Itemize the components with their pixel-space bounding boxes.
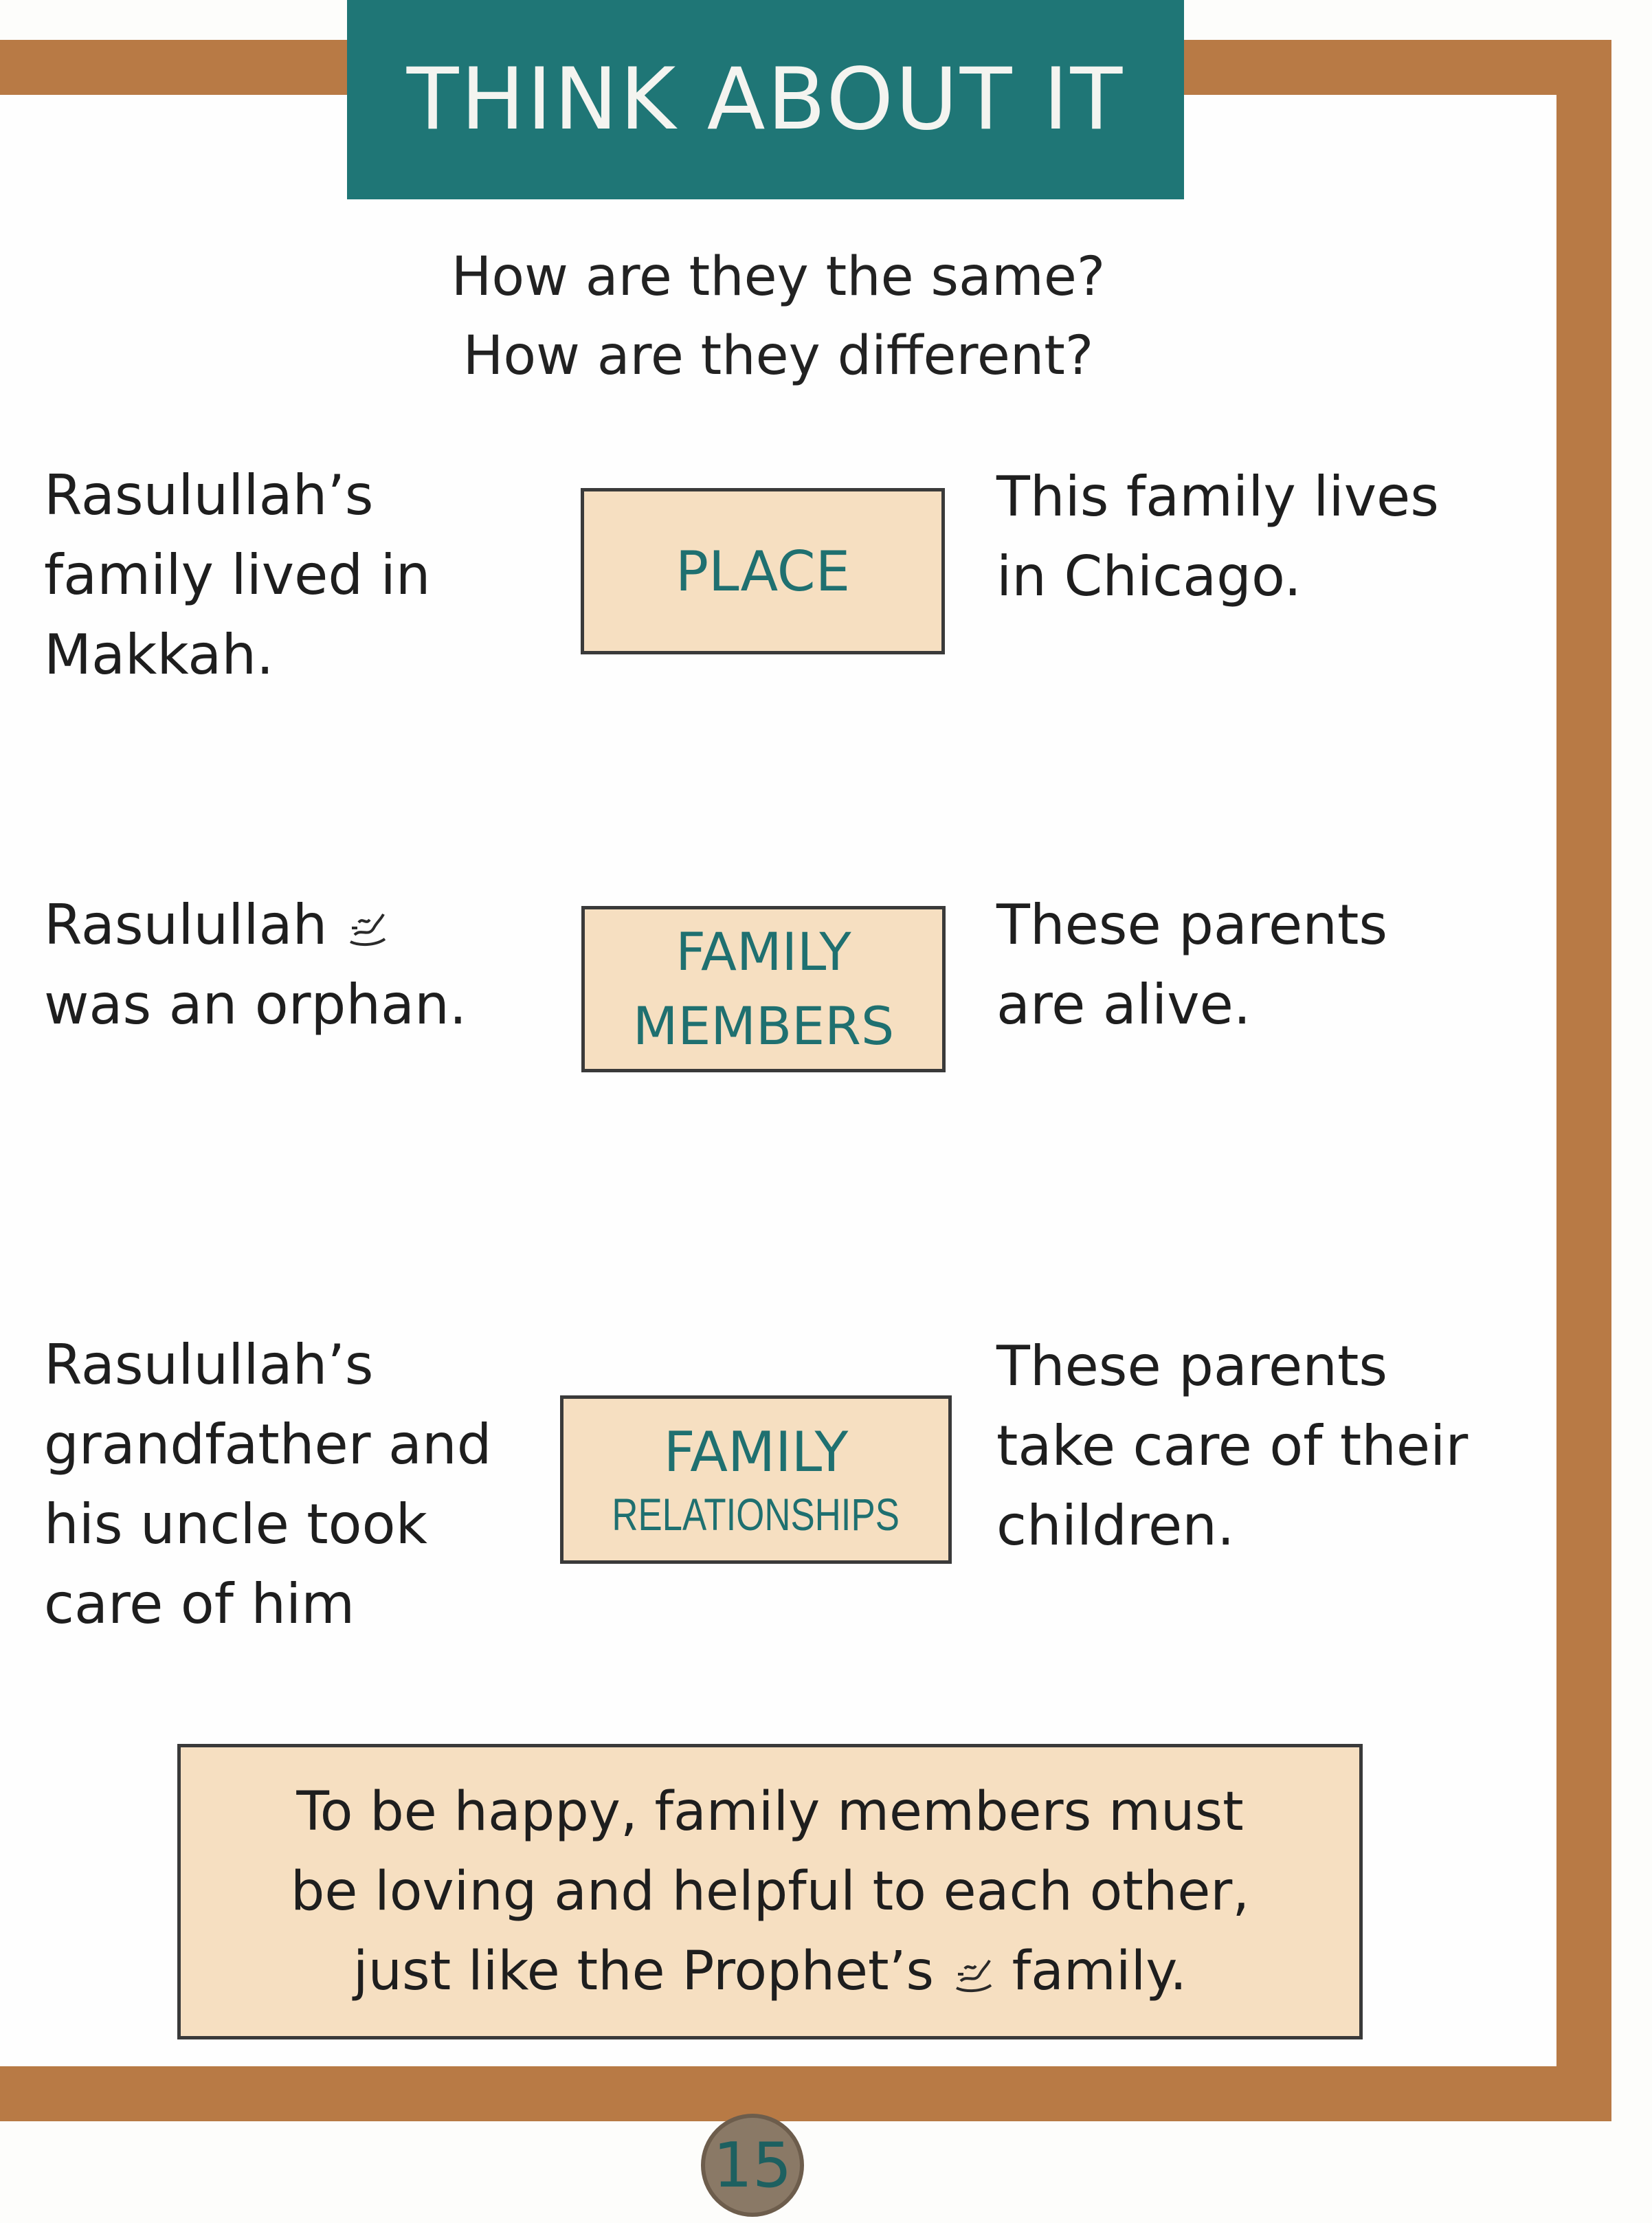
page-frame-bottom <box>0 2066 1611 2121</box>
salutation-calligraphy-icon <box>951 1954 995 1996</box>
summary-line <box>181 1932 1359 2011</box>
category-label: RELATIONSHIPS <box>612 1488 900 1540</box>
row3-right-line: These parents <box>996 1334 1388 1398</box>
row1-right-text <box>996 457 1439 617</box>
category-label: FAMILY <box>663 1419 849 1484</box>
row1-left-line: family lived in <box>44 543 431 607</box>
page-frame-right <box>1556 40 1611 2121</box>
row2-left-text <box>44 885 467 1045</box>
category-label: PLACE <box>675 539 851 604</box>
row3-left-text <box>44 1325 491 1644</box>
row3-left-line: grandfather and <box>44 1413 492 1477</box>
page-title: THINK ABOUT IT <box>406 50 1125 149</box>
row2-right-text <box>996 885 1387 1045</box>
category-box-place <box>581 488 945 654</box>
question-different: How are they different? <box>462 325 1094 387</box>
row1-left-text <box>44 456 431 695</box>
page-title-banner <box>347 0 1184 199</box>
row1-left-line: Rasulullah’s <box>44 463 374 527</box>
summary-text: just like the Prophet’s <box>353 1940 935 2002</box>
question-same: How are they the same? <box>451 246 1106 308</box>
row1-right-line: This family lives <box>996 465 1439 529</box>
category-box-family-members <box>581 906 946 1072</box>
summary-line: To be happy, family members must <box>296 1781 1244 1843</box>
category-label: MEMBERS <box>632 995 895 1057</box>
category-label: FAMILY <box>676 921 851 982</box>
page-number-badge <box>701 2114 804 2217</box>
row3-right-line: children. <box>996 1494 1235 1558</box>
page-number: 15 <box>713 2129 792 2202</box>
row3-left-line: his uncle took <box>44 1492 427 1556</box>
row2-right-line: are alive. <box>996 973 1251 1037</box>
row2-left-line: Rasulullah <box>44 893 328 957</box>
row3-right-line: take care of their <box>996 1414 1469 1478</box>
row3-left-line: care of him <box>44 1572 355 1636</box>
row1-left-line: Makkah. <box>44 623 274 687</box>
row1-right-line: in Chicago. <box>996 544 1302 608</box>
row2-left-line: was an orphan. <box>44 973 467 1037</box>
summary-box <box>177 1744 1363 2039</box>
category-box-family-relationships <box>560 1395 952 1564</box>
row3-left-line: Rasulullah’s <box>44 1333 374 1397</box>
summary-line: be loving and helpful to each other, <box>290 1861 1250 1923</box>
row3-right-text <box>996 1327 1468 1566</box>
summary-text: family. <box>1012 1940 1187 2002</box>
row2-right-line: These parents <box>996 893 1388 957</box>
salutation-calligraphy-icon <box>345 907 389 950</box>
